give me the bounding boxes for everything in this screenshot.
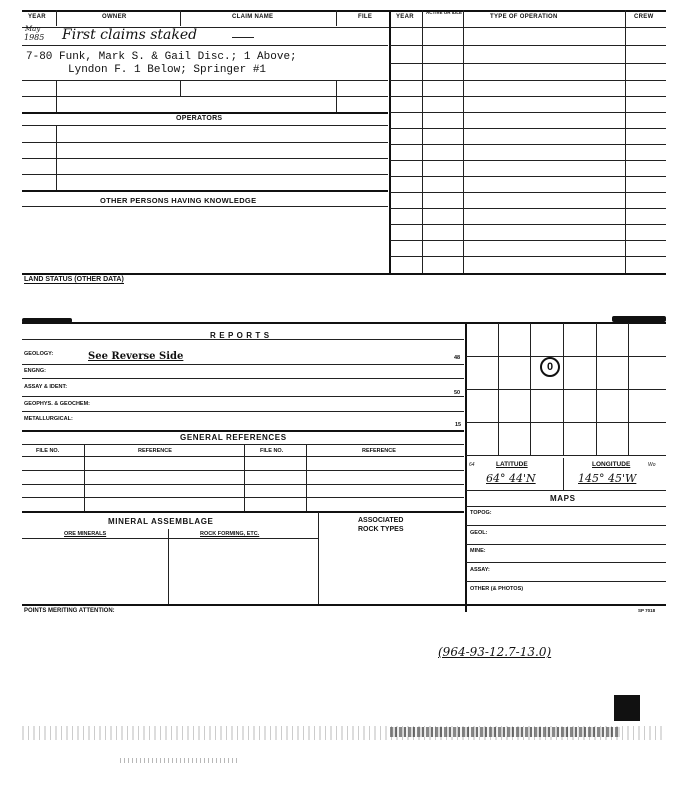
circled-mark: 0 bbox=[540, 357, 560, 377]
header-claim-name: CLAIM NAME bbox=[232, 14, 274, 20]
report-label-geophys: GEOPHYS. & GEOCHEM: bbox=[24, 401, 91, 407]
ref-header-reference-2: REFERENCE bbox=[362, 448, 396, 454]
longitude-label: LONGITUDE bbox=[592, 461, 631, 468]
handwritten-year: 1985 bbox=[24, 33, 45, 42]
header-year: YEAR bbox=[28, 14, 46, 20]
map-item-mine: MINE: bbox=[470, 548, 486, 554]
general-references-title: GENERAL REFERENCES bbox=[180, 433, 287, 442]
other-persons-label: OTHER PERSONS HAVING KNOWLEDGE bbox=[100, 196, 257, 205]
points-meriting-attention-label: POINTS MERITING ATTENTION: bbox=[24, 608, 115, 614]
report-num-assay: 50 bbox=[454, 390, 461, 396]
handwritten-month: May bbox=[25, 25, 41, 33]
header-crew: CREW bbox=[634, 14, 654, 20]
ref-header-file-no-2: FILE NO. bbox=[260, 448, 284, 454]
report-label-geology: GEOLOGY: bbox=[24, 351, 54, 357]
header-owner: OWNER bbox=[102, 14, 127, 20]
handwritten-note: First claims staked bbox=[62, 27, 198, 43]
owner-row-1: 7-80 Funk, Mark S. & Gail Disc.; 1 Above; bbox=[26, 51, 297, 63]
owner-row-2: Lyndon F. 1 Below; Springer #1 bbox=[68, 64, 267, 76]
map-item-topog: TOPOG: bbox=[470, 510, 492, 516]
rock-types-label: ROCK TYPES bbox=[358, 526, 404, 533]
ore-minerals-header: ORE MINERALS bbox=[64, 531, 107, 537]
header-active-or-idle: ACTIVE OR IDLE bbox=[426, 10, 463, 15]
latitude-label: LATITUDE bbox=[496, 461, 528, 468]
lon-suffix: Wo bbox=[648, 462, 656, 468]
scan-noise-bottom bbox=[120, 758, 240, 763]
report-label-metallurgical: METALLURGICAL: bbox=[24, 416, 73, 422]
ref-header-file-no-1: FILE NO. bbox=[36, 448, 60, 454]
report-num-geology: 48 bbox=[454, 355, 461, 361]
map-item-geol: GEOL: bbox=[470, 530, 488, 536]
maps-title: MAPS bbox=[550, 494, 576, 503]
handwritten-reference: (964-93-12.7-13.0) bbox=[438, 645, 552, 659]
handwritten-dash bbox=[232, 37, 254, 38]
black-square-mark bbox=[614, 695, 640, 721]
land-status-label: LAND STATUS (OTHER DATA) bbox=[24, 276, 124, 283]
map-item-other: OTHER (& PHOTOS) bbox=[470, 586, 524, 592]
lat-prefix: 64 bbox=[469, 462, 475, 468]
header-file: FILE bbox=[358, 14, 373, 20]
rock-forming-header: ROCK FORMING, ETC. bbox=[200, 531, 260, 537]
scan-noise-band-dark bbox=[390, 727, 620, 737]
ref-header-reference-1: REFERENCE bbox=[138, 448, 172, 454]
longitude-value: 145° 45'W bbox=[578, 472, 637, 485]
header-year-2: YEAR bbox=[396, 14, 414, 20]
report-label-assay: ASSAY & IDENT: bbox=[24, 384, 68, 390]
reports-title: R E P O R T S bbox=[210, 331, 270, 340]
associated-label: ASSOCIATED bbox=[358, 517, 404, 524]
form-code: SP 7018 bbox=[638, 608, 656, 613]
report-label-engng: ENGNG: bbox=[24, 368, 46, 374]
mineral-assemblage-title: MINERAL ASSEMBLAGE bbox=[108, 517, 214, 526]
latitude-value: 64° 44'N bbox=[486, 472, 536, 485]
report-num-metallurgical: 15 bbox=[455, 422, 462, 428]
map-item-assay: ASSAY: bbox=[470, 567, 490, 573]
operators-label: OPERATORS bbox=[176, 115, 223, 122]
report-value-geology: See Reverse Side bbox=[88, 351, 184, 362]
header-type-of-operation: TYPE OF OPERATION bbox=[490, 14, 558, 20]
